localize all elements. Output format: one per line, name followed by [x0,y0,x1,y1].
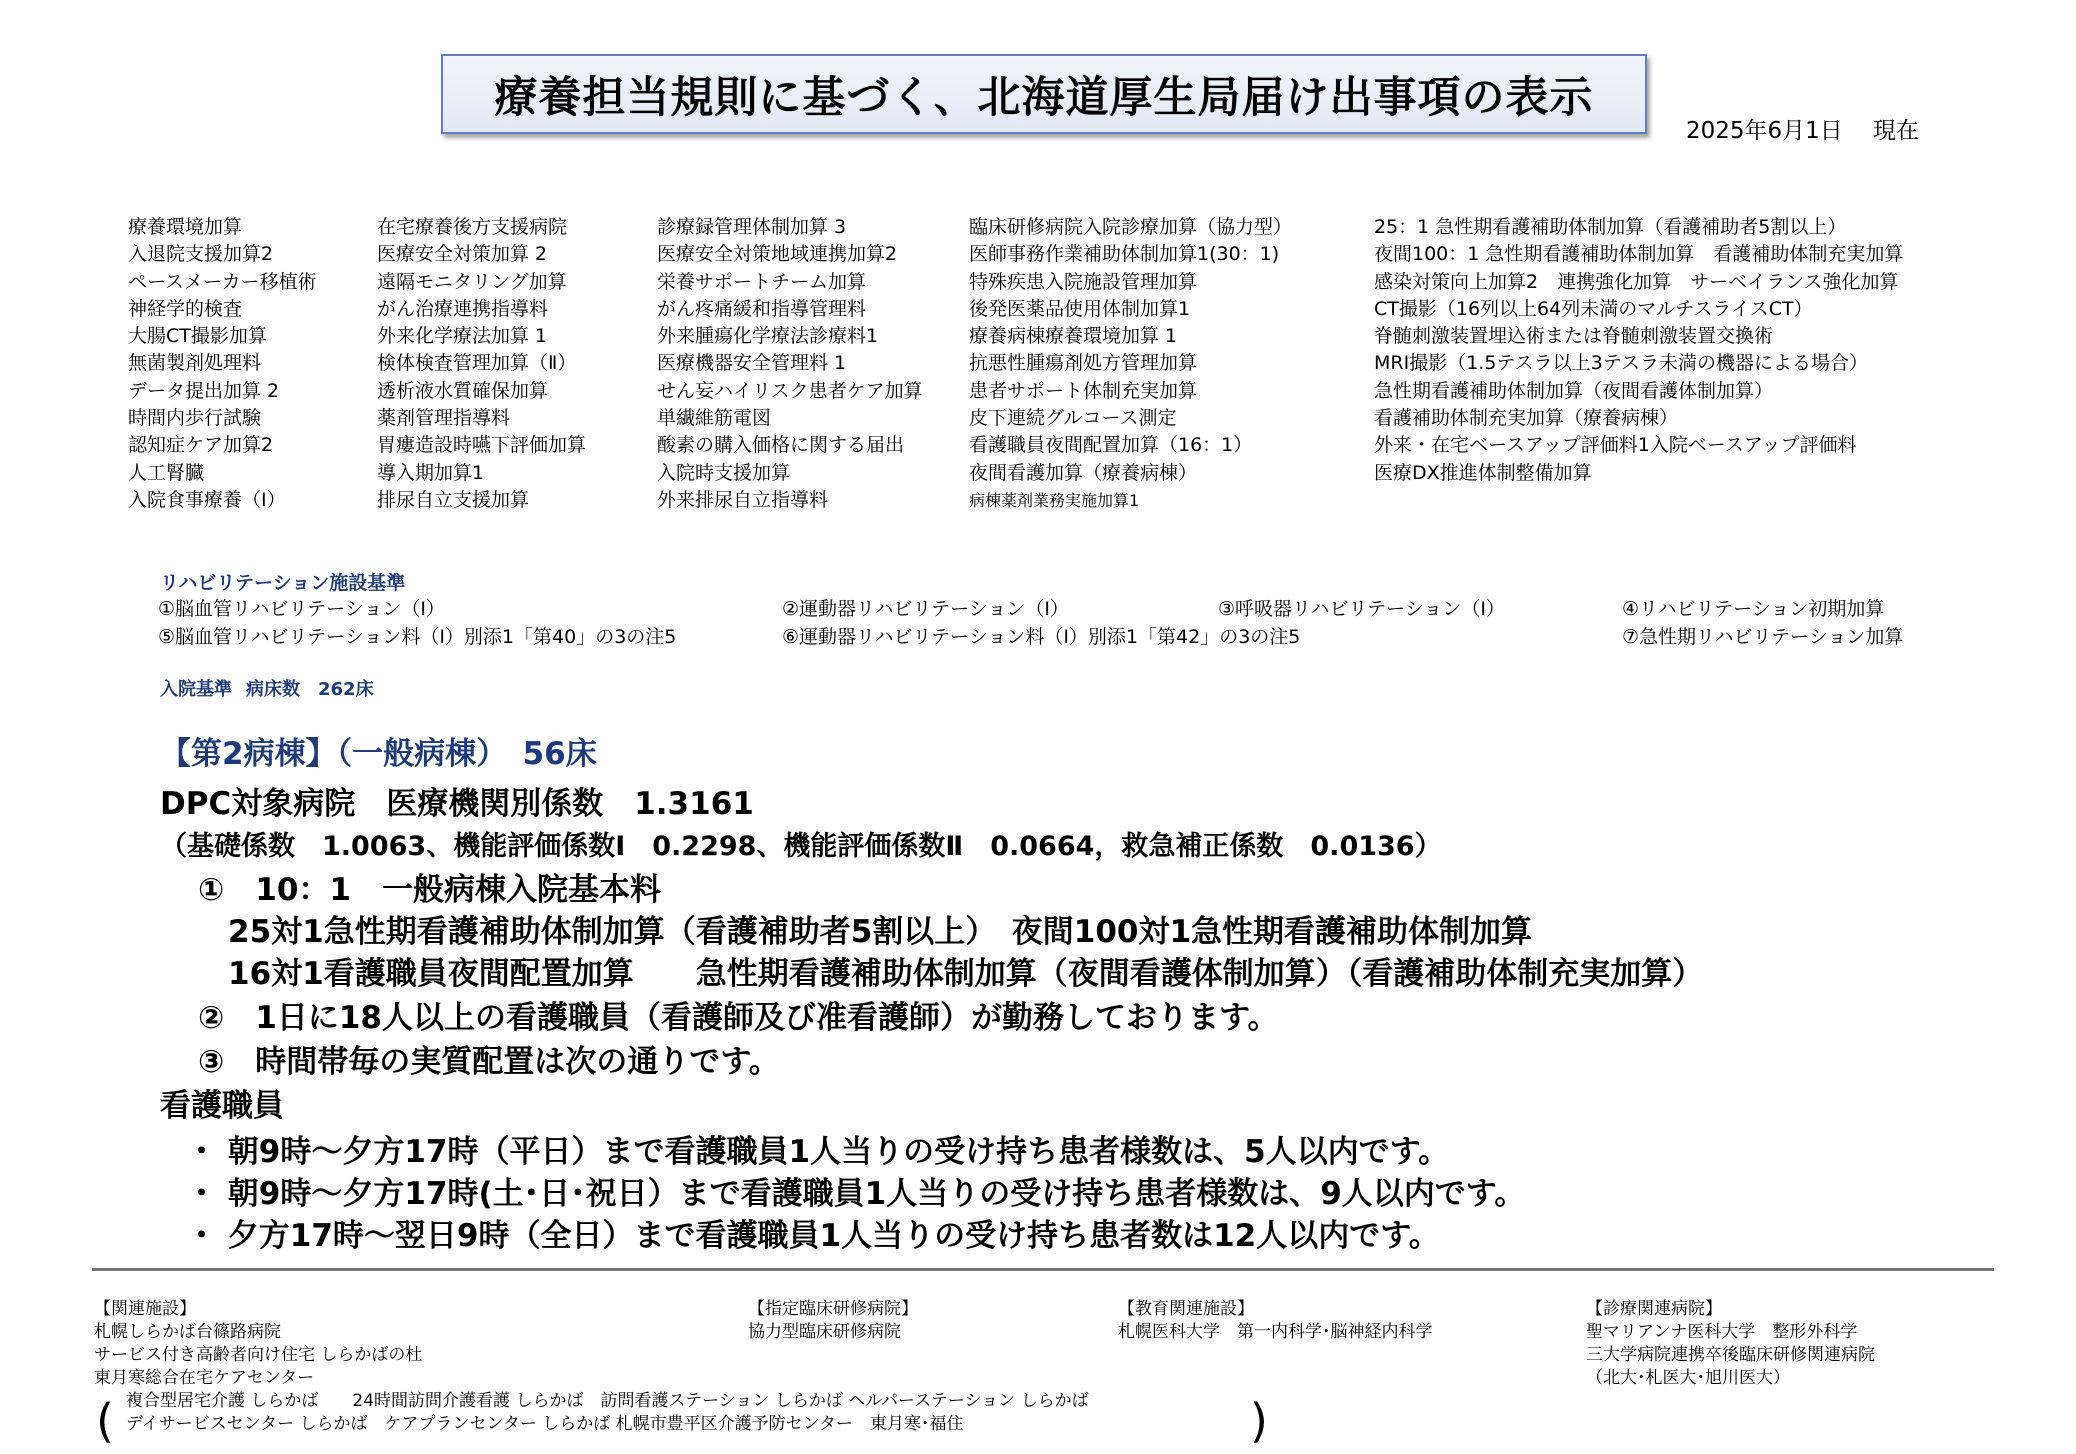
items-column-2 [377,214,586,514]
list-item: 医療機器安全管理料 1 [657,352,847,375]
list-item: 神経学的検査 [128,297,243,320]
list-item: 25：1 急性期看護補助体制加算（看護補助者5割以上） [1374,216,1847,238]
list-item: 導入期加算1 [377,461,485,484]
staff-item: ・ 夕方17時～翌日9時（全日）まで看護職員1人当りの受け持ち患者数は12人以内です。 [186,1218,1440,1254]
list-item: 透析液水質確保加算 [377,379,549,402]
rehab-item: ①脳血管リハビリテーション（Ⅰ） [158,598,445,620]
list-item: せん妄ハイリスク患者ケア加算 [657,379,923,402]
medical-related [1586,1298,1875,1390]
footer-line: 札幌しらかば台篠路病院 [94,1322,281,1342]
list-item: 療養環境加算 [128,216,243,238]
admission-label: 入院基準 [160,679,232,700]
rehab-heading: リハビリテーション施設基準 [160,572,406,594]
list-item: 療養病棟療養環境加算 1 [969,325,1178,348]
list-item: MRI撮影（1.5テスラ以上3テスラ未満の機器による場合） [1374,352,1868,375]
list-item: 在宅療養後方支援病院 [377,216,568,238]
list-item: 急性期看護補助体制加算（夜間看護体制加算） [1374,379,1774,402]
list-item: 入退院支援加算2 [128,243,274,266]
list-item: CT撮影（16列以上64列未満のマルチスライスCT） [1374,297,1813,320]
paren-open: ( [96,1394,114,1448]
ward-item-2: ② 1日に18人以上の看護職員（看護師及び准看護師）が勤務しております。 [198,1000,1279,1036]
footer-line: 聖マリアンナ医科大学 整形外科学 [1586,1322,1858,1342]
list-item: 外来・在宅ベースアップ評価料1入院ベースアップ評価料 [1374,434,1857,457]
dpc-line: DPC対象病院 医療機関別係数 1.3161 [160,786,754,822]
list-item: 医療安全対策加算 2 [377,243,548,266]
footer-divider [92,1268,1994,1271]
list-item: 抗悪性腫瘍剤処方管理加算 [969,352,1198,375]
list-item: 薬剤管理指導料 [377,407,511,430]
items-column-5 [1374,214,1903,487]
list-item: 排尿自立支援加算 [377,488,530,511]
rehab-item: ⑤脳血管リハビリテーション料（Ⅰ）別添1「第40」の3の注5 [158,626,677,648]
ward-item-1b: 16対1看護職員夜間配置加算 急性期看護補助体制加算（夜間看護体制加算）（看護補助体制充実加算） [228,956,1704,992]
paren-close: ) [1250,1394,1268,1448]
page-title: 療養担当規則に基づく、北海道厚生局届け出事項の表示 [441,54,1647,134]
list-item: 看護補助体制充実加算（療養病棟） [1374,407,1679,430]
list-item: 医師事務作業補助体制加算1(30：1) [969,243,1280,266]
list-item: 胃瘻造設時嚥下評価加算 [377,434,587,457]
list-item: データ提出加算 2 [128,379,280,402]
ward-item-3: ③ 時間帯毎の実質配置は次の通りです。 [198,1044,780,1080]
list-item: 医療安全対策地域連携加算2 [657,243,898,266]
footer-line: 【診療関連病院】 [1586,1299,1722,1319]
list-item: がん疼痛緩和指導管理料 [657,297,867,320]
list-item: 脊髄刺激装置埋込術または脊髄刺激装置交換術 [1374,325,1774,348]
rehab-item: ③呼吸器リハビリテーション（Ⅰ） [1218,598,1505,620]
list-item: 外来腫瘍化学療法診療料1 [657,325,879,348]
rehab-item: ⑦急性期リハビリテーション加算 [1622,626,1904,648]
list-item: 検体検査管理加算（Ⅱ） [377,352,577,375]
service-facilities [126,1390,1089,1436]
list-item: 遠隔モニタリング加算 [377,270,567,293]
list-item: 無菌製剤処理料 [128,352,262,375]
ward-item-1a: 25対1急性期看護補助体制加算（看護補助者5割以上） 夜間100対1急性期看護補助体制加算 [228,914,1533,950]
footer-line: サービス付き高齢者向け住宅 しらかばの杜 [94,1345,423,1365]
footer-line: （北大･札医大･旭川医大） [1586,1368,1790,1388]
list-item: 臨床研修病院入院診療加算（協力型） [969,216,1293,238]
education-facilities [1118,1298,1433,1344]
clinical-training [748,1298,918,1344]
list-item: 患者サポート体制充実加算 [969,379,1198,402]
related-facilities [94,1298,422,1390]
footer-line: 【指定臨床研修病院】 [748,1299,918,1319]
bed-count: 病床数 262床 [246,679,374,700]
footer-line: 三大学病院連携卒後臨床研修関連病院 [1586,1345,1875,1365]
list-item: 医療DX推進体制整備加算 [1374,461,1592,484]
list-item: 皮下連続グルコース測定 [969,407,1177,430]
list-item: 時間内歩行試験 [128,407,262,430]
footer-line: 東月寒総合在宅ケアセンター [94,1368,315,1388]
list-item: 外来排尿自立指導料 [657,488,829,511]
list-item: 人工腎臓 [128,461,205,484]
list-item: 特殊疾患入院施設管理加算 [969,270,1198,293]
list-item: 大腸CT撮影加算 [128,325,267,348]
list-item: 夜間看護加算（療養病棟） [969,461,1198,484]
list-item: 外来化学療法加算 1 [377,325,548,348]
items-column-4 [969,214,1292,514]
rehab-item: ⑥運動器リハビリテーション料（Ⅰ）別添1「第42」の3の注5 [782,626,1301,648]
date-suffix: 現在 [1872,118,1919,144]
footer-line: 複合型居宅介護 しらかば 24時間訪問介護看護 しらかば 訪問看護ステーション しらかば ヘルパーステーション しらかば [126,1391,1089,1411]
coefficient-line: （基礎係数 1.0063、機能評価係数Ⅰ 0.2298、機能評価係数Ⅱ 0.0664，救急補正係数 0.0136） [160,831,1442,862]
date-stamp [1686,112,1919,145]
list-item: 看護職員夜間配置加算（16：1） [969,434,1253,457]
footer-line: 【教育関連施設】 [1118,1299,1254,1319]
items-column-1 [128,214,317,514]
list-item: 栄養サポートチーム加算 [657,270,867,293]
rehab-item: ④リハビリテーション初期加算 [1622,598,1885,620]
footer-line: 【関連施設】 [94,1299,196,1319]
staff-heading: 看護職員 [160,1088,284,1124]
list-item: 後発医薬品使用体制加算1 [969,297,1191,320]
list-item: 酸素の購入価格に関する届出 [657,434,905,457]
footer-line: 札幌医科大学 第一内科学･脳神経内科学 [1118,1322,1433,1342]
date-text: 2025年6月1日 [1686,118,1843,144]
list-item: 診療録管理体制加算 3 [657,216,847,238]
footer-line: デイサービスセンター しらかば ケアプランセンター しらかば 札幌市豊平区介護予防センター 東月寒･福住 [126,1414,964,1434]
rehab-item: ②運動器リハビリテーション（Ⅰ） [782,598,1069,620]
staff-item: ・ 朝9時～夕方17時(土･日･祝日）まで看護職員1人当りの受け持ち患者様数は、9人以内です。 [186,1176,1526,1212]
items-column-3 [657,214,923,514]
list-item: ペースメーカー移植術 [128,270,317,293]
list-item: がん治療連携指導料 [377,297,549,320]
list-item: 認知症ケア加算2 [128,434,274,457]
list-item: 入院時支援加算 [657,461,791,484]
staff-item: ・ 朝9時～夕方17時（平日）まで看護職員1人当りの受け持ち患者様数は、5人以内です。 [186,1134,1450,1170]
list-item: 単繊維筋電図 [657,407,772,430]
list-item: 入院食事療養（Ⅰ） [128,488,286,511]
list-item: 夜間100：1 急性期看護補助体制加算 看護補助体制充実加算 [1374,243,1904,266]
ward-title: 【第2病棟】（一般病棟） 56床 [160,736,597,772]
admission-standard [160,675,374,701]
list-item: 感染対策向上加算2 連携強化加算 サーベイランス強化加算 [1374,270,1899,293]
ward-item-1: ① 10：1 一般病棟入院基本料 [198,872,661,908]
list-item: 病棟薬剤業務実施加算1 [969,490,1140,510]
footer-line: 協力型臨床研修病院 [748,1322,901,1342]
